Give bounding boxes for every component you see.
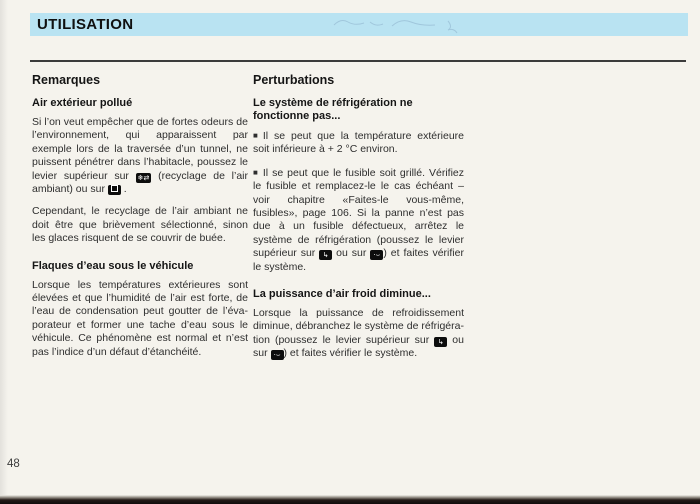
paragraph-condensation: Lorsque les températures extérieures sont élevées et que l’humidité de l’air est forte, de l’eau de condensation peut goutter de l’évaporateur et former une tache d’eau sous le véhicule. Ce phénomène est normal et n’est pas l’indice d’un défaut d’étanchéité. [32,278,248,358]
paragraph-recyclage-bref: Cependant, le recyclage de l’air ambiant ne doit être que brièvement sélectionné, sinon les glaces risquent de se couvrir de buée. [32,205,248,245]
paragraph-text: ) et faites vérifier le système. [283,347,418,360]
bullet-temperature [253,129,464,157]
section-heading-remarques: Remarques [32,73,101,87]
left-column [32,73,248,368]
air-off-icon [108,185,121,195]
paragraph-text: Si l’on veut empêcher que de fortes odeurs de l’environnement, qui apparaissent par exemple lors de la traversée d’un tunnel, ne puissent pénétrer dans l’habitacle, poussez le levier supérieur sur [32,116,248,182]
subheading-air-exterieur-pollue: Air extérieur pollué [32,97,133,109]
paragraph-text: Lorsque la puissance de refroidissement diminue, débranchez le système de réfrigération (poussez le levier supérieur sur [253,307,464,346]
pencil-scribble [330,13,480,35]
lever-down-icon: ·⌣ [271,350,284,360]
paragraph-text: ) et faites vérifier le système. [253,247,464,273]
section-heading-perturbations: Perturbations [253,73,335,87]
recirculation-icon: ❄⇄ [137,173,150,182]
page-bottom-scan-shadow [0,495,700,504]
bullet-fusible [253,166,464,274]
header-divider-rule [30,60,686,62]
page-number: 48 [7,458,20,470]
lever-down-icon: ·⌣ [370,250,383,260]
subheading-flaques-eau: Flaques d’eau sous le véhicule [32,259,194,272]
page-left-edge-shadow [0,0,8,504]
paragraph-text: . [120,183,127,196]
paragraph-puissance [253,307,464,361]
paragraph-text: Il se peut que le fusible soit grillé. Vérifiez le fusible et remplacez-le le cas échéant – voir chapitre «Faites-le vous-même, fusibles», page 106. Si la panne n’est pas due à un fusible défectueux, arrêtez le système de réfrigération (poussez le levier supérieur sur [253,166,464,260]
subheading-systeme-ne-fonctionne-pas: Le système de réfrigération ne fonctionne pas... [253,97,413,122]
lever-up-icon: ↳ [319,250,332,260]
paragraph-text: ou sur [253,333,464,360]
square-bullet-icon: ■ [253,167,258,177]
right-column [253,73,464,370]
paragraph-air-pollue [32,116,248,196]
chapter-title: UTILISATION [37,16,134,33]
paragraph-text: ou sur [332,247,371,260]
paragraph-text: Il se peut que la température extérieure soit inférieure à + 2 °C environ. [253,130,464,156]
paragraph-text: (recyclage de l’air ambiant) ou sur [32,169,249,196]
subheading-puissance-diminue: La puissance d’air froid diminue... [253,288,431,301]
lever-up-icon: ↳ [434,337,447,347]
square-bullet-icon: ■ [253,131,258,140]
